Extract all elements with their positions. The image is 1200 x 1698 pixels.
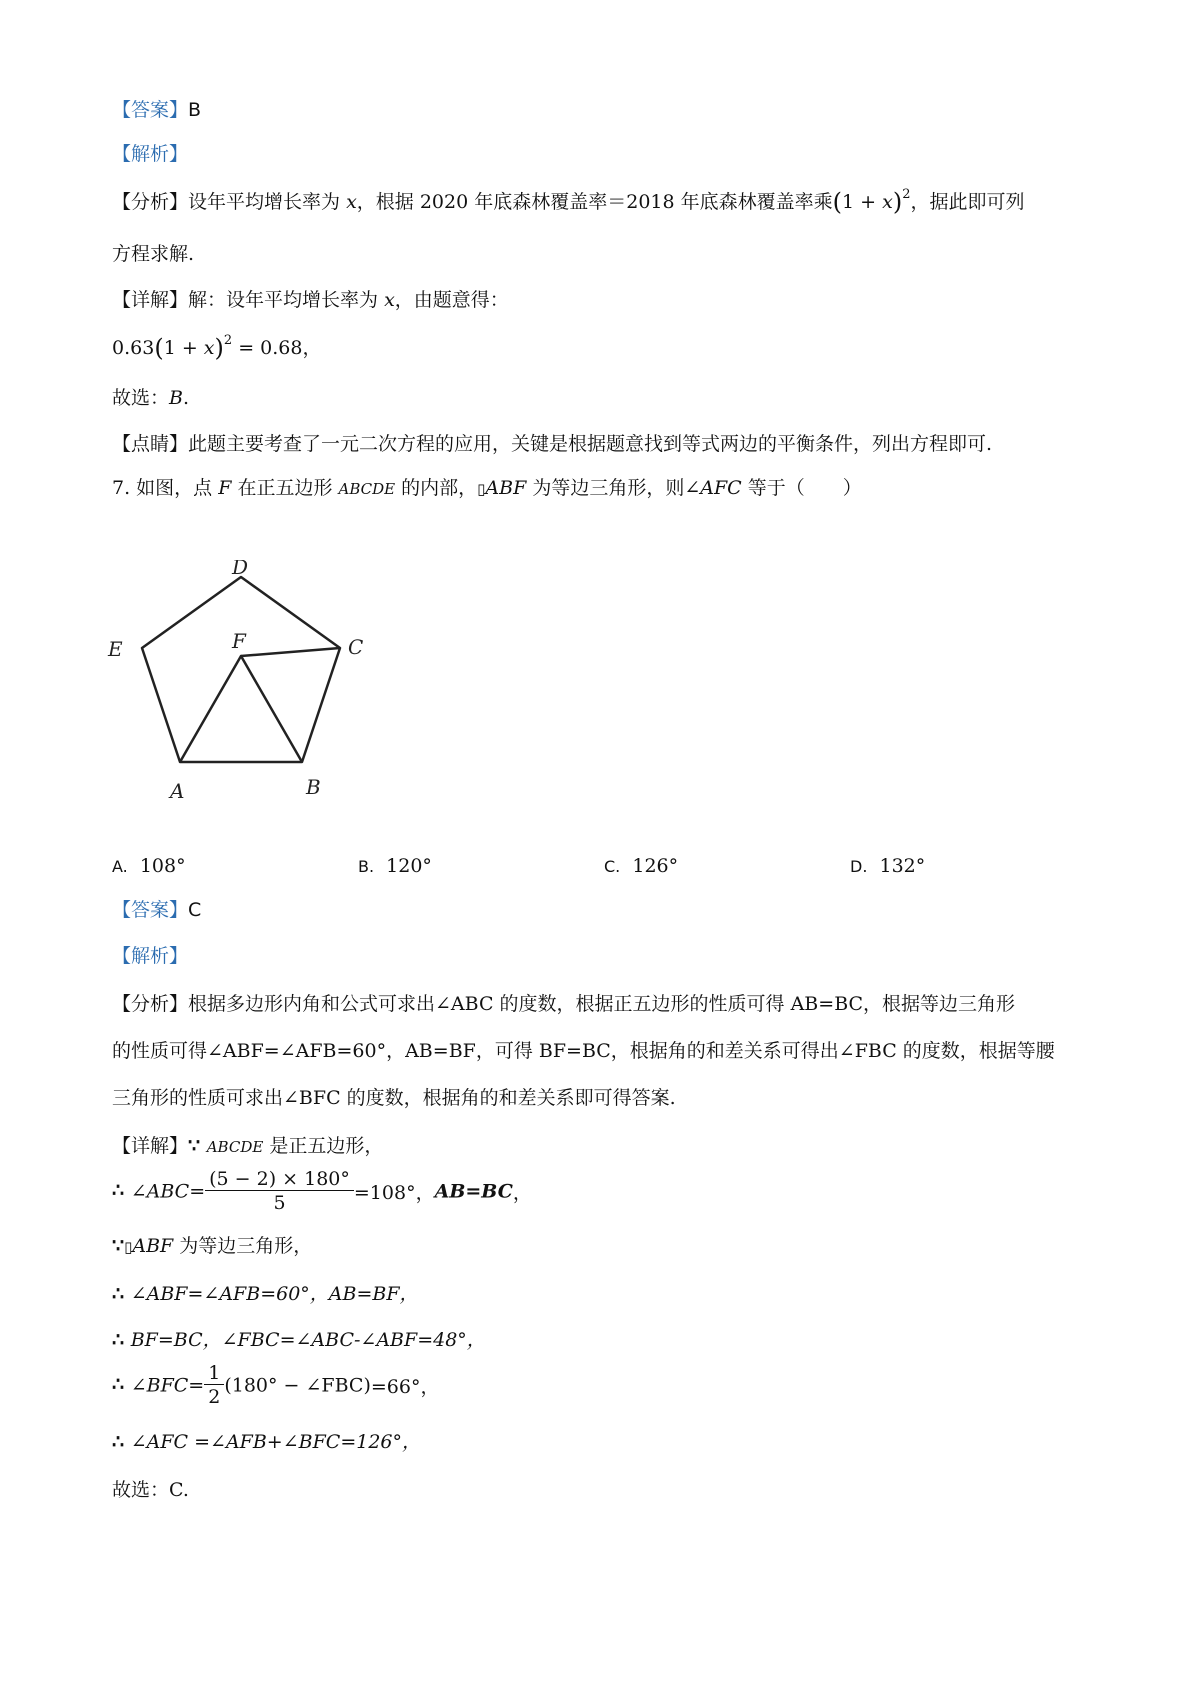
therefore-symbol: ∴ (112, 1373, 131, 1396)
triangle-icon: ▯ (124, 1238, 133, 1256)
step-expr: ∠ABC= (130, 1180, 206, 1203)
fraction-numerator: (5 − 2) × 180° (205, 1168, 354, 1191)
paren-open: ( (832, 188, 842, 216)
label-c: C (348, 635, 364, 659)
choice-value: 108° (139, 855, 186, 877)
choose-text: 故选： (112, 387, 170, 409)
stem-text: 在正五边形 (231, 477, 339, 499)
step-expr: ∠BFC= (130, 1374, 205, 1397)
analysis-tag: 【解析】 (112, 945, 189, 967)
choice-label: D. (850, 857, 868, 876)
equation-coef: 0.63 (112, 337, 155, 359)
point-f: F (218, 477, 232, 499)
label-a: A (170, 779, 185, 803)
q7-xiangjie-line (112, 1132, 383, 1161)
pentagon-name: ABCDE (338, 480, 396, 498)
choice-a (112, 852, 186, 881)
q7-step-4 (112, 1326, 486, 1354)
fenxi-text: 三角形的性质可求出∠BFC 的度数，根据角的和差关系即可得答案. (112, 1087, 676, 1109)
exponent: 2 (223, 333, 233, 348)
xiangjie-tag: 【详解】 (112, 1135, 189, 1157)
step-expr: ∠ABF=∠AFB=60°，AB=BF， (130, 1283, 419, 1305)
triangle-name: ABF (132, 1235, 174, 1257)
answer-value: B (188, 99, 202, 121)
fenxi-text: ，据此即可列 (910, 191, 1025, 213)
variable-x: x (203, 337, 215, 359)
variable-x: x (882, 191, 893, 213)
variable-x: x (384, 289, 395, 311)
q6-analysis-line (112, 140, 188, 168)
stem-text: 等于（ ） (741, 477, 862, 499)
label-f: F (232, 629, 246, 653)
answer-tag: 【答案】 (112, 99, 189, 121)
q7-answer-line (112, 896, 201, 924)
choice-c (604, 852, 678, 881)
therefore-symbol: ∴ (112, 1179, 131, 1202)
step-expr: =108°， (353, 1182, 435, 1204)
q6-dianjing-line (112, 430, 992, 458)
stem-text: 为等边三角形，则 (526, 477, 685, 499)
label-b: B (306, 775, 321, 799)
pentagon-shape (142, 577, 340, 762)
q6-choose-line (112, 384, 189, 412)
step-expr: BF=BC，∠FBC=∠ABC-∠ABF=48°， (130, 1329, 486, 1351)
paren-close: ) (214, 334, 224, 362)
q7-step-2 (112, 1232, 312, 1261)
choice-b (358, 852, 432, 881)
fraction (204, 1362, 224, 1409)
pentagon-name: ABCDE (206, 1138, 264, 1156)
fraction-denominator: 5 (273, 1192, 286, 1214)
step-expr: (180° − ∠FBC) (224, 1374, 371, 1397)
step-expr: AB=BC (434, 1180, 513, 1203)
q6-xiangjie-line (112, 286, 509, 314)
paren-open: ( (154, 334, 164, 362)
label-e: E (108, 637, 123, 661)
choose-answer: B (169, 387, 183, 409)
because-symbol: ∵ (188, 1135, 207, 1157)
dianjing-text: 此题主要考查了一元二次方程的应用，关键是根据题意找到等式两边的平衡条件，列出方程即可. (188, 433, 993, 455)
xiangjie-text: 是正五边形， (263, 1135, 384, 1157)
choice-value: 132° (879, 855, 926, 877)
choice-value: 126° (632, 855, 679, 877)
fraction-denominator: 2 (208, 1386, 221, 1408)
q7-step-5 (112, 1362, 439, 1409)
fenxi-tag: 【分析】 (112, 191, 189, 213)
choice-value: 120° (386, 855, 432, 877)
choice-label: B. (358, 857, 375, 876)
final-text: 故选：C. (112, 1479, 189, 1501)
triangle-name: ABF (485, 477, 527, 499)
fenxi-text: 方程求解. (112, 243, 195, 265)
formula-part: 1 + (842, 191, 883, 213)
q6-equation (112, 334, 321, 365)
fenxi-tag: 【分析】 (112, 993, 189, 1015)
formula-part: 1 + (163, 337, 204, 359)
dianjing-tag: 【点睛】 (112, 433, 189, 455)
angle-afc: ∠AFC (684, 477, 742, 499)
stem-text: 7. 如图，点 (112, 477, 219, 499)
q6-fenxi-line-2 (112, 240, 194, 268)
variable-x: x (346, 191, 357, 213)
fraction-numerator: 1 (204, 1362, 224, 1385)
choice-label: C. (604, 857, 621, 876)
q7-fenxi-line-1 (112, 990, 1015, 1018)
therefore-symbol: ∴ (112, 1329, 131, 1351)
triangle-afb-edges (180, 656, 302, 762)
q7-stem (112, 474, 862, 503)
triangle-icon: ▯ (477, 480, 486, 498)
choose-dot: . (182, 387, 190, 409)
step-expr: ， (512, 1182, 532, 1204)
fenxi-text: ，根据 2020 年底森林覆盖率＝2018 年底森林覆盖率乘 (356, 191, 833, 213)
step-expr: =66°， (370, 1376, 440, 1398)
choice-label: A. (112, 857, 128, 876)
fenxi-text: 的性质可得∠ABF=∠AFB=60°，AB=BF，可得 BF=BC，根据角的和差关系可得出∠FBC 的度数，根据等腰 (112, 1040, 1055, 1062)
fenxi-text: 设年平均增长率为 (188, 191, 341, 213)
therefore-symbol: ∴ (112, 1431, 131, 1453)
answer-value: C (188, 899, 202, 921)
pentagon-figure (100, 560, 400, 825)
q6-answer-line (112, 96, 201, 124)
answer-tag: 【答案】 (112, 899, 189, 921)
choice-d (850, 852, 925, 881)
equation-rhs: = 0.68， (232, 337, 322, 359)
q6-fenxi-line-1 (112, 188, 1024, 219)
q7-step-6 (112, 1428, 421, 1456)
stem-text: 的内部， (395, 477, 478, 499)
analysis-tag: 【解析】 (112, 143, 189, 165)
paren-close: ) (892, 188, 903, 216)
q7-fenxi-line-2 (112, 1037, 1055, 1065)
q7-step-3 (112, 1280, 419, 1308)
step-text: 为等边三角形， (173, 1235, 313, 1257)
xiangjie-tag: 【详解】 (112, 289, 189, 311)
step-expr: ∠AFC =∠AFB+∠BFC=126°， (130, 1431, 422, 1453)
q7-step-1 (112, 1168, 532, 1215)
xiangjie-text: 解：设年平均增长率为 (188, 289, 379, 311)
q7-analysis-line (112, 942, 188, 970)
fraction (205, 1168, 354, 1215)
segment-fc (241, 648, 340, 656)
fenxi-text: 根据多边形内角和公式可求出∠ABC 的度数，根据正五边形的性质可得 AB=BC，根据等边三角形 (188, 993, 1016, 1015)
label-d: D (232, 560, 249, 579)
exponent: 2 (902, 187, 911, 202)
q7-final (112, 1476, 189, 1504)
xiangjie-text: ，由题意得： (394, 289, 509, 311)
because-symbol: ∵ (112, 1235, 125, 1257)
q7-fenxi-line-3 (112, 1084, 676, 1112)
therefore-symbol: ∴ (112, 1283, 131, 1305)
